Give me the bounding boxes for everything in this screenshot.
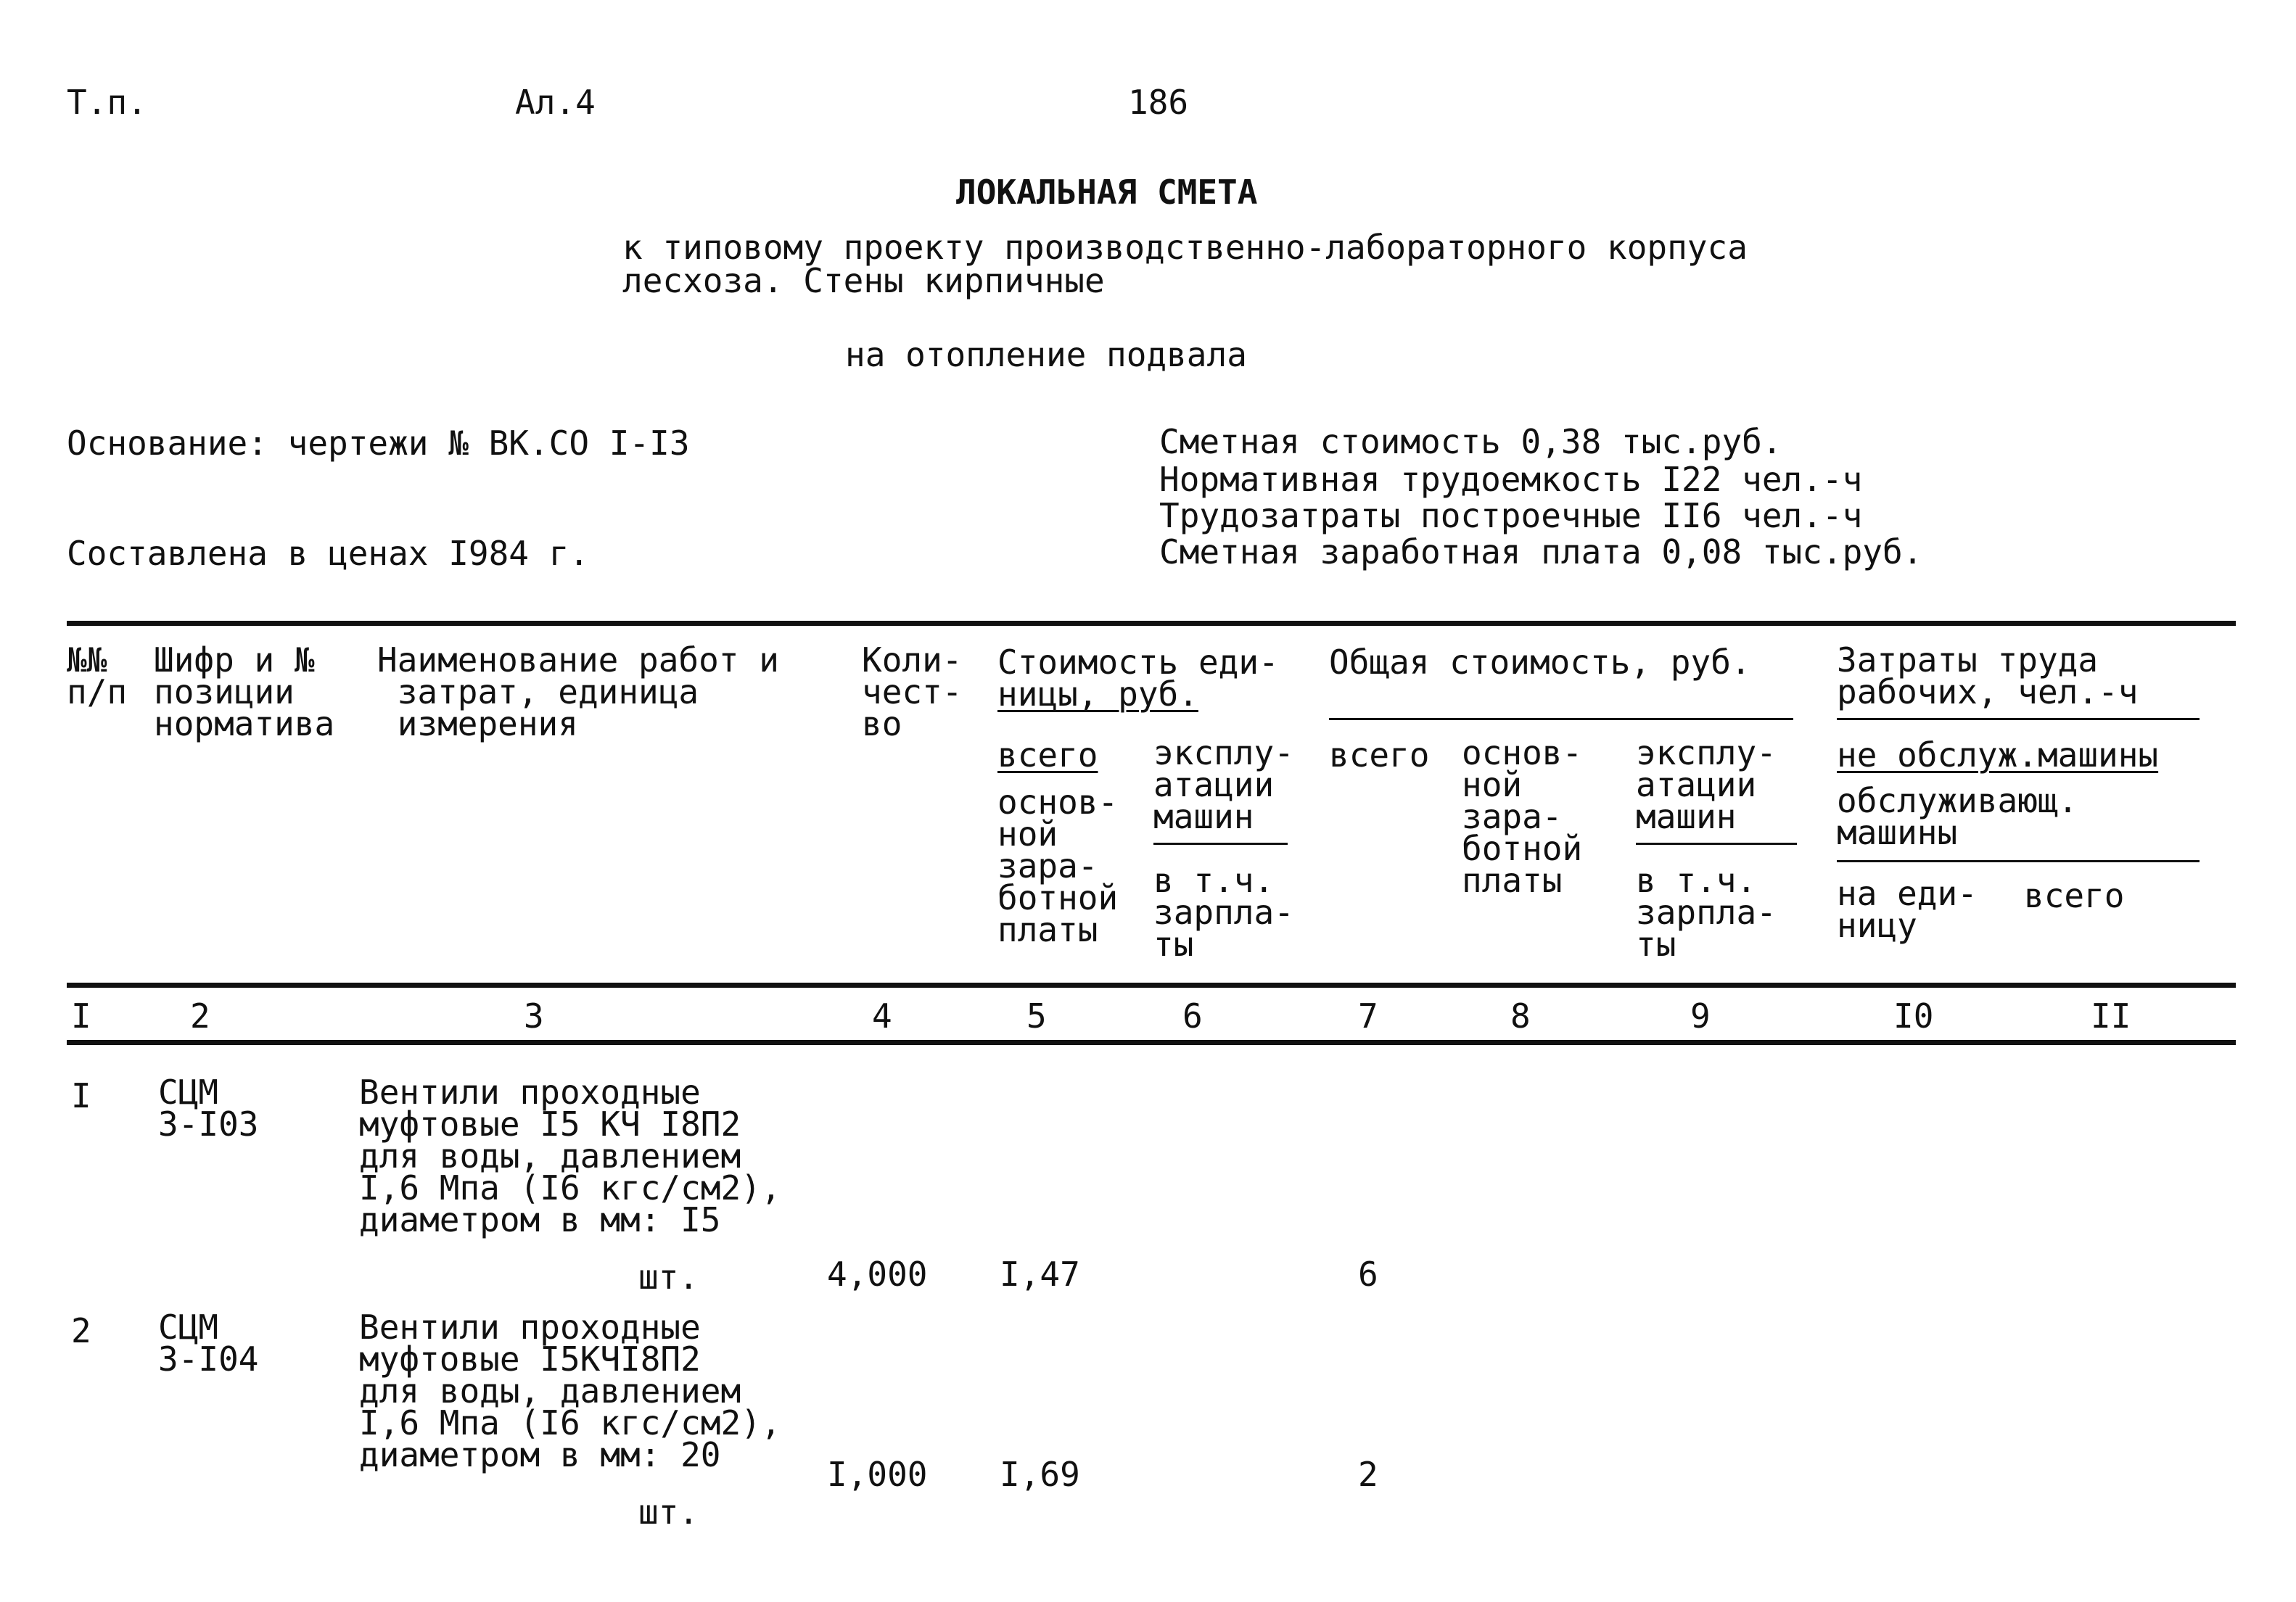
- col-number-5: 5: [1026, 996, 1047, 1036]
- row-1-qty: 4,000: [827, 1255, 928, 1294]
- labor-title: Затраты труда рабочих, чел.-ч: [1837, 640, 2139, 711]
- col-number-11: ІІ: [2091, 996, 2131, 1036]
- col6-bottom: в т.ч. зарпла- ты: [1153, 861, 1294, 964]
- row-1-unit-total: І,47: [1000, 1255, 1080, 1294]
- unit-cost-title-2: ницы, руб.: [997, 674, 1198, 714]
- row-2-unit: шт.: [638, 1492, 699, 1532]
- title-line-2: лесхоза. Стены кирпичные: [622, 261, 1105, 300]
- labor-not-serving: не обслуж.машины: [1837, 735, 2159, 775]
- total-cost-title: Общая стоимость, руб.: [1329, 643, 1751, 682]
- col-number-7: 7: [1358, 996, 1378, 1036]
- total-cost-rule: [1329, 718, 1793, 720]
- col9-top: эксплу- атации машин: [1636, 733, 1777, 836]
- album-label: Ал.4: [515, 83, 596, 122]
- labor-title-rule: [1837, 718, 2200, 720]
- col7-header: всего: [1329, 735, 1430, 775]
- col-number-10: І0: [1893, 996, 1934, 1036]
- estimate-wage: Сметная заработная плата 0,08 тыс.руб.: [1159, 532, 1923, 571]
- row-1-name: Вентили проходные муфтовые І5 КЧ І8П2 для воды, давлением І,6 Мпа (І6 кгс/см2), диаметром в мм: І5: [359, 1073, 781, 1239]
- labor-serving-rule: [1837, 860, 2200, 862]
- col-number-2: 2: [190, 996, 210, 1036]
- document-title: ЛОКАЛЬНАЯ СМЕТА: [956, 173, 1258, 212]
- col11-header: всего: [2024, 876, 2125, 915]
- labor-serving: обслуживающ. машины: [1837, 781, 2078, 852]
- row-2-code: СЦМ 3-І04: [158, 1308, 259, 1379]
- header-bottom-rule: [67, 983, 2236, 988]
- unit-cost-title: Стоимость еди-: [997, 643, 1279, 682]
- col5-top: всего: [997, 735, 1098, 775]
- title-line-1: к типовому проекту производственно-лабораторного корпуса: [622, 228, 1748, 267]
- col-number-1: І: [71, 996, 91, 1036]
- compiled-text: Составлена в ценах І984 г.: [67, 534, 590, 573]
- page-number: 186: [1128, 83, 1189, 122]
- col-header-code: Шифр и № позиции норматива: [154, 640, 335, 743]
- col8-header: основ- ной зара- ботной платы: [1462, 733, 1583, 900]
- col-header-num: №№ п/п: [67, 640, 128, 711]
- row-1-unit: шт.: [638, 1258, 699, 1297]
- col10-header: на еди- ницу: [1837, 874, 1978, 945]
- col-header-qty: Коли- чест- во: [862, 640, 963, 743]
- tp-label: Т.п.: [67, 83, 147, 122]
- row-1-num: І: [71, 1076, 91, 1115]
- col9-bottom: в т.ч. зарпла- ты: [1636, 861, 1777, 964]
- row-1-code: СЦМ 3-І03: [158, 1073, 259, 1144]
- row-2-num: 2: [71, 1311, 91, 1350]
- col-header-name: Наименование работ и затрат, единица измерения: [377, 640, 779, 743]
- normative-labor: Нормативная трудоемкость І22 чел.-ч: [1159, 460, 1863, 499]
- col5-bottom: основ- ной зара- ботной платы: [997, 783, 1119, 949]
- col6-top: эксплу- атации машин: [1153, 733, 1294, 836]
- col-number-8: 8: [1510, 996, 1531, 1036]
- col-number-6: 6: [1182, 996, 1203, 1036]
- col-number-3: 3: [524, 996, 544, 1036]
- row-2-total: 2: [1358, 1455, 1378, 1494]
- col9-divider: [1636, 843, 1797, 845]
- estimate-cost: Сметная стоимость 0,38 тыс.руб.: [1159, 422, 1782, 461]
- col-numbers-rule: [67, 1040, 2236, 1045]
- table-top-rule: [67, 621, 2236, 626]
- basis-text: Основание: чертежи № ВК.СО І-ІЗ: [67, 424, 690, 463]
- title-line-3: на отопление подвала: [845, 335, 1247, 374]
- labor-onsite: Трудозатраты построечные ІІ6 чел.-ч: [1159, 496, 1863, 535]
- row-2-unit-total: І,69: [1000, 1455, 1080, 1494]
- col-number-9: 9: [1690, 996, 1711, 1036]
- row-2-name: Вентили проходные муфтовые І5КЧІ8П2 для воды, давлением І,6 Мпа (І6 кгс/см2), диаметром в мм: 20: [359, 1308, 781, 1474]
- col6-divider: [1153, 843, 1288, 845]
- row-1-total: 6: [1358, 1255, 1378, 1294]
- col-number-4: 4: [872, 996, 892, 1036]
- row-2-qty: І,000: [827, 1455, 928, 1494]
